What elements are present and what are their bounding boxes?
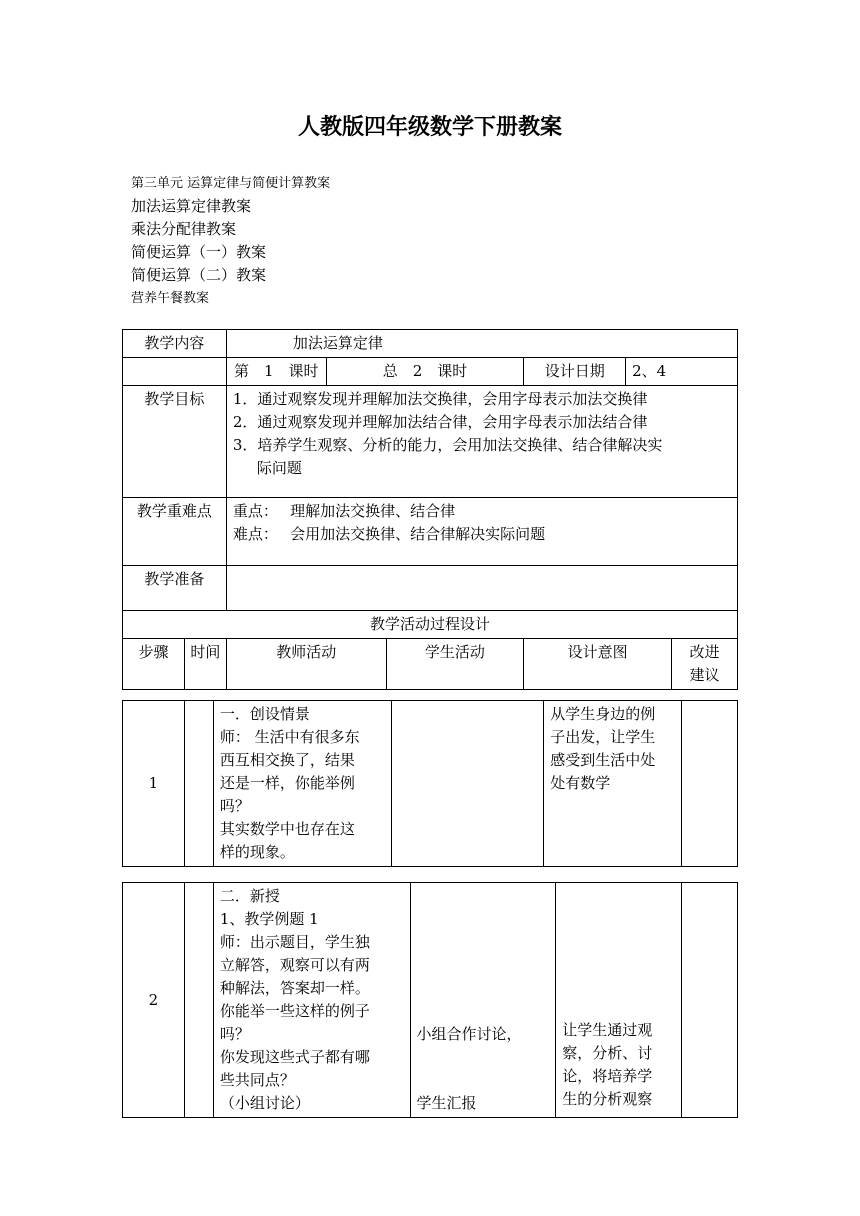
header-step: 步骤: [123, 639, 185, 690]
content-label: 教学内容: [123, 330, 227, 358]
student-activity: [391, 701, 544, 867]
toc-item: 营养午餐教案: [131, 291, 210, 306]
date-label: 设计日期: [524, 358, 626, 386]
toc-item: 第三单元 运算定律与简便计算教案: [131, 176, 331, 191]
total-lessons: 总 2 课时: [326, 358, 524, 386]
goals-list: [226, 386, 737, 498]
header-teacher: 教师活动: [226, 639, 386, 690]
header-intent: 设计意图: [524, 639, 672, 690]
text-line: 你发现这些式子都有哪: [219, 1048, 370, 1066]
text-line: 子出发，让学生: [550, 728, 656, 746]
text-line: 样的现象。: [219, 843, 295, 861]
toc-item: 简便运算（一）教案: [131, 243, 267, 261]
text-line: 一．创设情景: [219, 705, 310, 723]
step-time: [184, 883, 213, 1118]
text-line: 论，将培养学: [562, 1067, 653, 1085]
prep-label: 教学准备: [123, 566, 227, 611]
lesson-number: 第 1 课时: [226, 358, 326, 386]
text-line: 还是一样，你能举例: [219, 774, 355, 792]
text-line: 西互相交换了，结果: [219, 751, 355, 769]
header-time: 时间: [184, 639, 226, 690]
text-line: 吗？: [219, 1025, 250, 1043]
goal-item: 3．培养学生观察、分析的能力，会用加法交换律、结合律解决实: [232, 436, 663, 454]
text-line: 吗？: [219, 797, 250, 815]
text-line: 二．新授: [219, 887, 280, 905]
date-value: 2、4: [626, 358, 738, 386]
content-value: 加法运算定律: [226, 330, 737, 358]
text-line: 立解答，观察可以有两: [219, 956, 370, 974]
lesson-info-table: [122, 329, 738, 690]
difficult-point: 难点： 会用加法交换律、结合律解决实际问题: [232, 525, 546, 543]
text-line: 师： 生活中有很多东: [219, 728, 360, 746]
student-activity: [410, 883, 556, 1118]
text-line: 师：出示题目，学生独: [219, 933, 370, 951]
step1-table: [122, 700, 738, 867]
goal-item: 际问题: [256, 459, 302, 477]
text-line: 学生汇报: [416, 1094, 477, 1112]
key-points: [226, 498, 737, 566]
text-line: 你能举一些这样的例子: [219, 1002, 370, 1020]
goal-item: 1．通过观察发现并理解加法交换律，会用字母表示加法交换律: [232, 390, 648, 408]
teacher-activity: [213, 883, 410, 1118]
key-point: 重点： 理解加法交换律、结合律: [232, 502, 456, 520]
step-number: 1: [123, 701, 185, 867]
text-line: 1、教学例题 1: [219, 910, 319, 928]
text-line: 小组合作讨论，: [416, 1025, 522, 1043]
page-title: 人教版四年级数学下册教案: [297, 115, 562, 140]
header-student: 学生活动: [386, 639, 524, 690]
prep-value: [226, 566, 737, 611]
text-line: 从学生身边的例: [550, 705, 656, 723]
key-label: 教学重难点: [123, 498, 227, 566]
text-line: 感受到生活中处: [550, 751, 656, 769]
step-number: 2: [123, 883, 185, 1118]
suggestion: [682, 701, 738, 867]
process-title: 教学活动过程设计: [123, 611, 738, 639]
text-line: 察，分析、讨: [562, 1044, 653, 1062]
text-line: 生的分析观察: [562, 1090, 653, 1108]
text-line: 些共同点？: [219, 1071, 295, 1089]
design-intent: [544, 701, 682, 867]
goal-item: 2．通过观察发现并理解加法结合律，会用字母表示加法结合律: [232, 413, 648, 431]
header-suggest: 改进建议: [672, 639, 738, 690]
text-line: 让学生通过观: [562, 1021, 653, 1039]
table-of-contents: [131, 172, 330, 310]
teacher-activity: [213, 701, 391, 867]
toc-item: 加法运算定律教案: [131, 197, 252, 215]
text-line: 种解法，答案却一样。: [219, 979, 370, 997]
text-line: 其实数学中也存在这: [219, 820, 355, 838]
step-time: [184, 701, 213, 867]
goal-label: 教学目标: [123, 386, 227, 498]
text-line: 处有数学: [550, 774, 611, 792]
text-line: （小组讨论）: [219, 1094, 310, 1112]
step2-table: [122, 882, 738, 1118]
toc-item: 简便运算（二）教案: [131, 266, 267, 284]
suggestion: [682, 883, 738, 1118]
toc-item: 乘法分配律教案: [131, 220, 237, 238]
design-intent: [556, 883, 682, 1118]
